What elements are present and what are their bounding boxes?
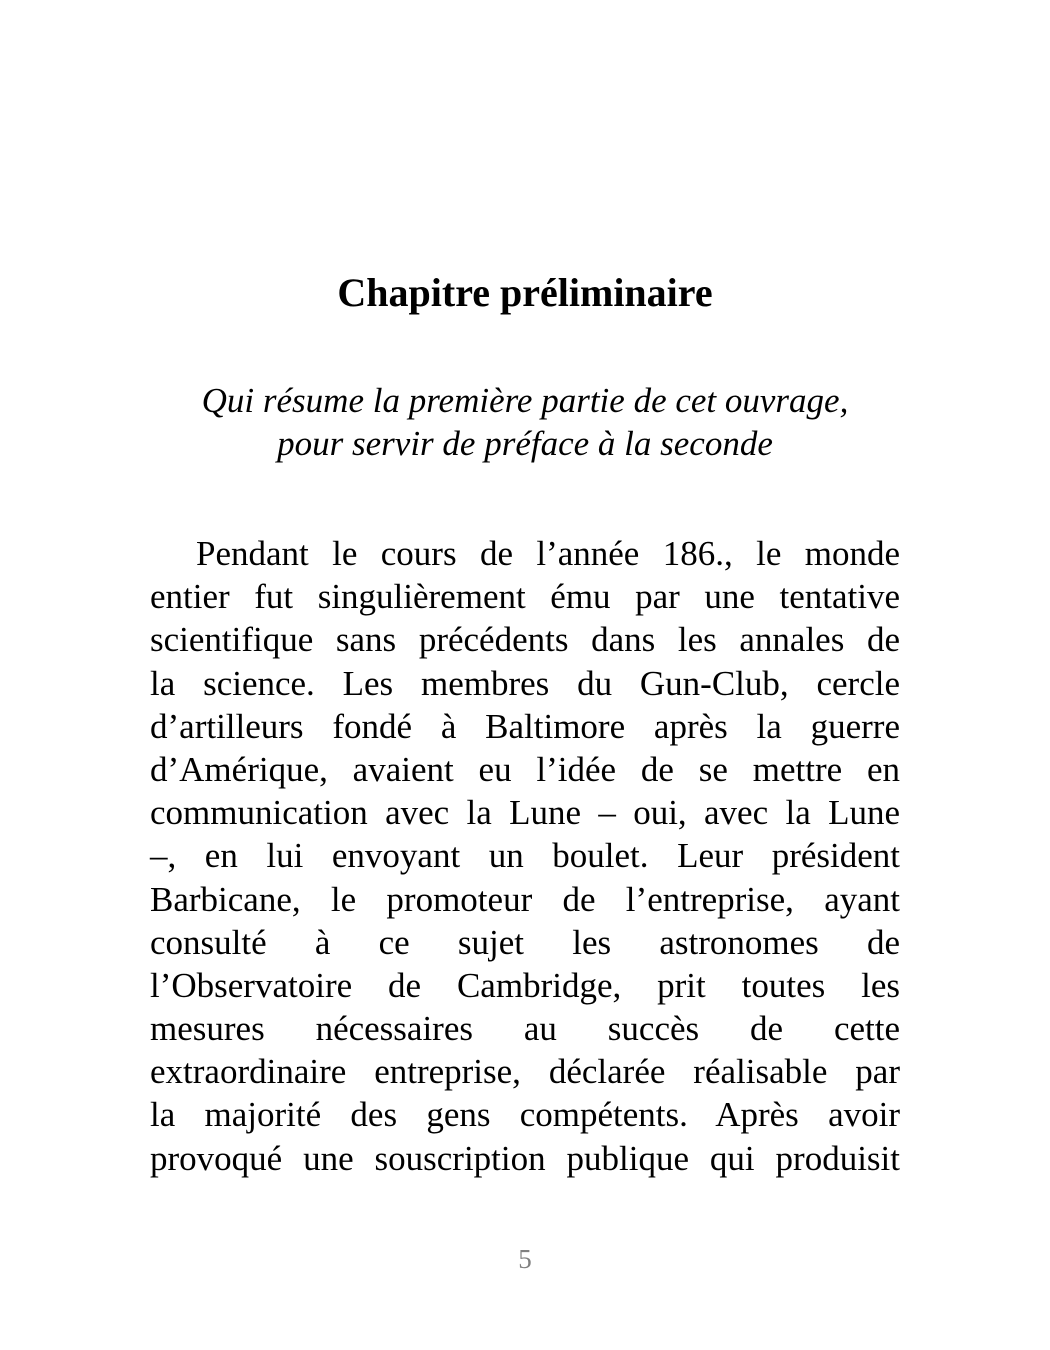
paragraph-line: provoqué une souscription publique qui produisit [150, 1138, 900, 1178]
body-paragraph [150, 532, 900, 1180]
paragraph-line: la majorité des gens compétents. Après avoir [150, 1095, 900, 1135]
paragraph-line: consulté à ce sujet les astronomes de [150, 922, 900, 962]
paragraph-line: entier fut singulièrement ému par une tentative [150, 577, 900, 617]
paragraph-line: d’artilleurs fondé à Baltimore après la guerre [150, 706, 900, 746]
paragraph-line: Barbicane, le promoteur de l’entreprise, ayant [150, 879, 900, 919]
subtitle-line: pour servir de préface à la seconde [277, 424, 773, 463]
chapter-subtitle [150, 379, 900, 465]
paragraph-line: l’Observatoire de Cambridge, prit toutes les [150, 965, 900, 1005]
chapter-title: Chapitre préliminaire [337, 270, 713, 315]
paragraph-line: la science. Les membres du Gun-Club, cercle [150, 663, 900, 703]
page-number: 5 [518, 1244, 532, 1274]
paragraph-line: Pendant le cours de l’année 186., le monde [196, 534, 900, 573]
paragraph-line: mesures nécessaires au succès de cette [150, 1009, 900, 1049]
paragraph-line: –, en lui envoyant un boulet. Leur président [150, 836, 900, 876]
paragraph-line: communication avec la Lune – oui, avec la Lune [150, 793, 900, 833]
paragraph-line: d’Amérique, avaient eu l’idée de se mettre en [150, 749, 900, 789]
paragraph-line: scientifique sans précédents dans les annales de [150, 620, 900, 660]
paragraph-line: extraordinaire entreprise, déclarée réalisable par [150, 1052, 900, 1092]
subtitle-line: Qui résume la première partie de cet ouvrage, [201, 381, 849, 420]
